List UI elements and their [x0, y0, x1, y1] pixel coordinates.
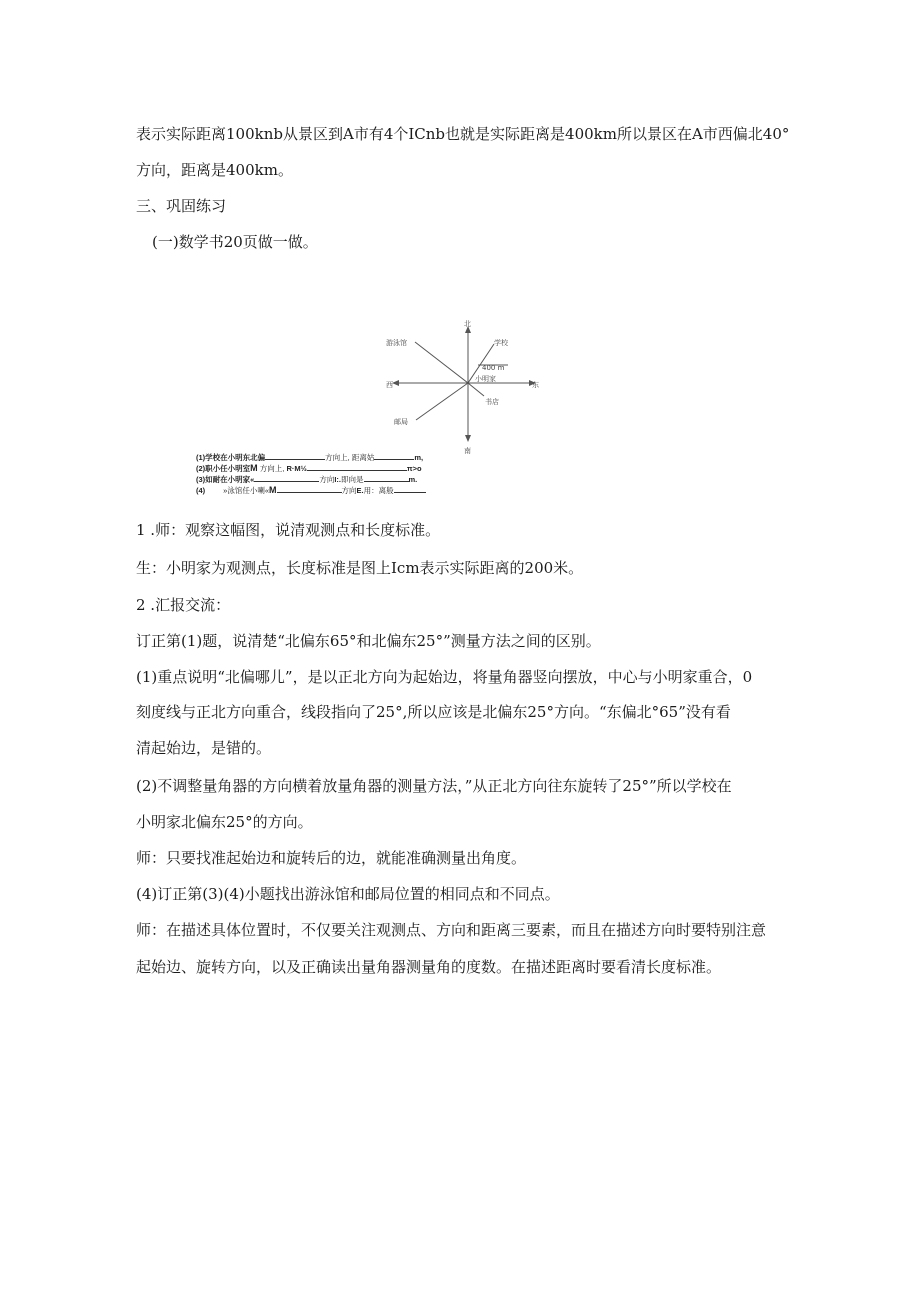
paragraph-line: 起始边、旋转方向，以及正确读出量角器测量角的度数。在描述距离时要看清长度标准。 [136, 958, 722, 976]
paragraph-line: 师：只要找准起始边和旋转后的边，就能准确测量出角度。 [136, 849, 527, 867]
scale-label: 400 m [482, 364, 505, 372]
home-label: 小明家 [475, 375, 496, 383]
paragraph-line: 刻度线与正北方向重合，线段指向了25°,所以应该是北偏东25°方向。“东偏北°65”没有看 [136, 703, 731, 721]
paragraph-line: 师：在描述具体位置时，不仅要关注观测点、方向和距离三要素，而且在描述方向时要特别注意 [136, 921, 767, 939]
paragraph-line: 2 .汇报交流： [136, 596, 231, 614]
question-3: (3)如耐在小明家« 方向I:.即向是 m. [196, 475, 418, 484]
school-label: 学校 [494, 339, 508, 347]
paragraph-line: 1 .师：观察这幅图，说清观测点和长度标准。 [136, 521, 441, 539]
ray-to-shop [468, 383, 484, 396]
paragraph-line: 生：小明家为观测点，长度标准是图上Icm表示实际距离的200米。 [136, 559, 584, 577]
west-arrow-icon [392, 380, 399, 386]
east-label: 东 [532, 381, 539, 389]
subsection-heading: (一)数学书20页做一做。 [152, 233, 318, 251]
paragraph-line: (1)重点说明“北偏哪儿”，是以正北方向为起始边，将量角器竖向摆放，中心与小明家重合，0 [136, 668, 753, 686]
shop-label: 书店 [485, 398, 499, 406]
south-arrow-icon [465, 435, 471, 442]
direction-map-figure [196, 318, 542, 502]
paragraph-line: (2)不调整量角器的方向横着放量角器的测量方法，”从正北方向往东旋转了25°”所以学校在 [136, 777, 732, 795]
compass-diagram [196, 318, 542, 458]
ray-to-post [416, 383, 468, 420]
ray-to-pool [415, 342, 468, 383]
west-label: 西 [386, 381, 393, 389]
section-heading: 三、巩固练习 [136, 197, 227, 215]
paragraph-line: 清起始边，是错的。 [136, 739, 272, 757]
question-1: (1)学校在小明东北偏 方向上, 距离姑 m, [196, 453, 424, 462]
paragraph-line: 小明家北偏东25°的方向。 [136, 813, 313, 831]
pool-label: 游泳馆 [386, 339, 407, 347]
question-2: (2)职小任小明室M 方向上, R·M½ π>o [196, 463, 422, 473]
north-label: 北 [464, 320, 471, 328]
paragraph-line: (4)订正第(3)(4)小题找出游泳馆和邮局位置的相同点和不同点。 [136, 885, 560, 903]
paragraph-line: 表示实际距离100knb从景区到A市有4个ICnb也就是实际距离是400km所以景区在A市西偏北40° [136, 125, 790, 143]
post-label: 邮局 [394, 418, 408, 426]
south-label: 南 [464, 447, 471, 455]
paragraph-line: 方向，距离是400km。 [136, 161, 293, 179]
question-4: (4) »泳馆任小喇«M 方向E.用：离般 [196, 485, 426, 495]
paragraph-line: 订正第(1)题，说清楚“北偏东65°和北偏东25°”测量方法之间的区别。 [136, 632, 601, 650]
